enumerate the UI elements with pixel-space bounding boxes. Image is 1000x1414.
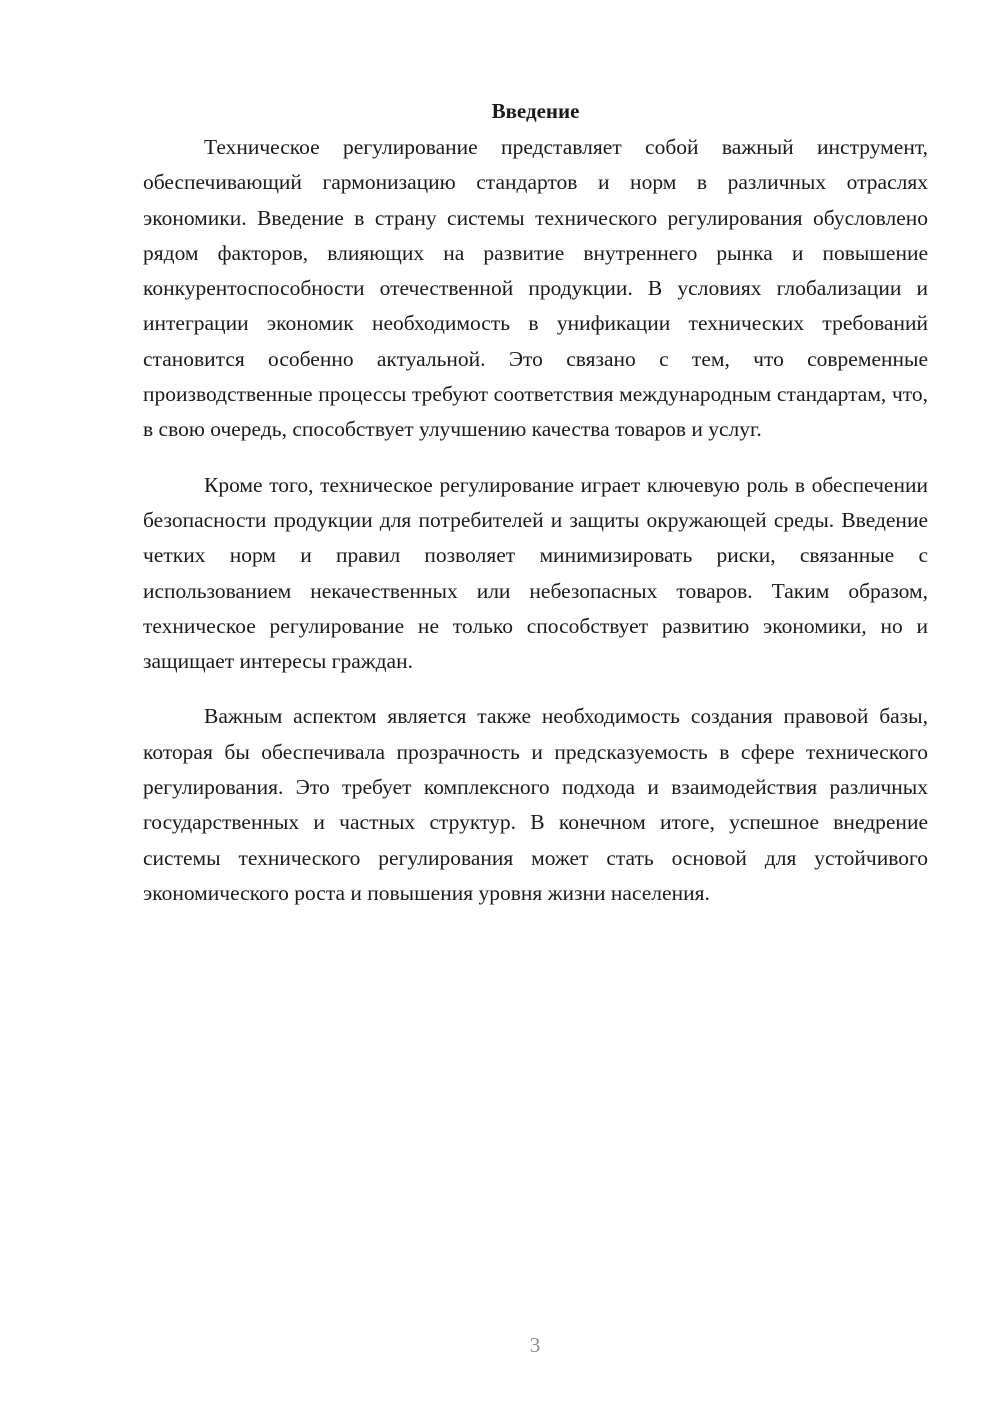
page-number: 3 (529, 1333, 541, 1357)
paragraph-2: Кроме того, техническое регулирование играет ключевую роль в обеспечении безопасности продукции для потребителей и защиты окружающей среды. Введение четких норм и правил позволяет минимизировать риски, связанные с использованием некачественных или небезопасных товаров. Таким образом, техническое регулирование не только способствует развитию экономики, но и защищает интересы граждан. (143, 472, 928, 674)
page-body (143, 96, 928, 911)
section-heading: Введение (491, 99, 580, 123)
paragraph-1: Техническое регулирование представляет собой важный инструмент, обеспечивающий гармонизацию стандартов и норм в различных отраслях экономики. Введение в страну системы технического регулирования обусловлено рядом факторов, влияющих на развитие внутреннего рынка и повышение конкурентоспособности отечественной продукции. В условиях глобализации и интеграции экономик необходимость в унификации технических требований становится особенно актуальной. Это связано с тем, что современные производственные процессы требуют соответствия международным стандартам, что, в свою очередь, способствует улучшению качества товаров и услуг. (143, 135, 928, 442)
paragraph-3: Важным аспектом является также необходимость создания правовой базы, которая бы обеспечивала прозрачность и предсказуемость в сфере технического регулирования. Это требует комплексного подхода и взаимодействия различных государственных и частных структур. В конечном итоге, успешное внедрение системы технического регулирования может стать основой для устойчивого экономического роста и повышения уровня жизни населения. (143, 704, 928, 905)
